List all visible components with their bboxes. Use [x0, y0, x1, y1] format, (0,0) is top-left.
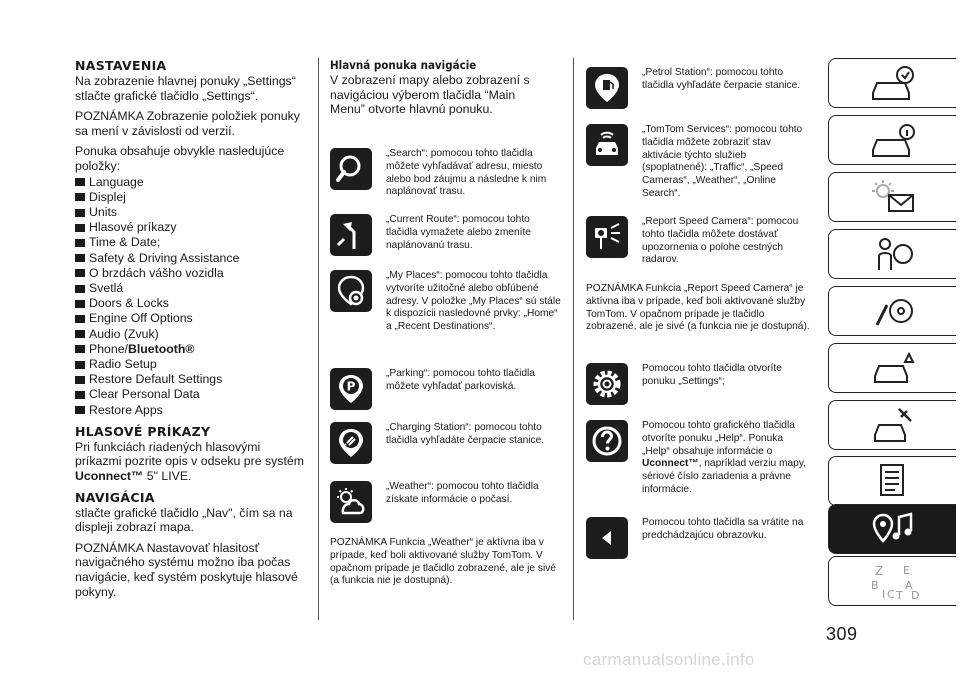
- list-item: P „Parking“: pomocou tohto tlačidla môžete vyhľadať parkoviská.: [330, 368, 562, 410]
- index-letter: Z: [874, 564, 883, 578]
- list-item: Units: [75, 205, 307, 220]
- list-item: „Weather“: pomocou tohto tlačidla získate informácie o počasí.: [330, 481, 562, 523]
- bullet-square-icon: [75, 330, 85, 338]
- bluetooth-label: Bluetooth®: [127, 341, 195, 356]
- index-letter: E: [902, 564, 910, 577]
- index-letter: B: [870, 579, 879, 592]
- weather-icon: [330, 481, 372, 523]
- settings-item-list: [75, 175, 307, 418]
- list-item: Pomocou tohto grafického tlačidla otvoríte ponuku „Help“. Ponuka „Help“ obsahuje informácie o Uconnect™, napríklad verziu mapy, sériové číslo zariadenia a právne informácie.: [586, 420, 812, 497]
- parking-icon: [330, 368, 372, 410]
- bullet-square-icon: [75, 269, 85, 277]
- list-item: Language: [75, 175, 307, 190]
- list-item: O brzdách vášho vozidla: [75, 266, 307, 281]
- index-letter: A: [904, 579, 913, 592]
- navigation-music-icon[interactable]: [828, 504, 956, 554]
- car-breakdown-icon[interactable]: [828, 343, 956, 393]
- list-item: „Current Route“: pomocou tohto tlačidla vymažete alebo zmeníte naplánovanú trasu.: [330, 214, 562, 256]
- note-paragraph: POZNÁMKA Funkcia „Report Speed Camera“ je aktívna iba v prípade, keď boli aktivované služby TomTom. V opačnom prípade je tlačidlo zobrazené, ale je sivé (a funkcia nie je dostupná).: [586, 283, 810, 333]
- index-letter: D: [910, 589, 919, 602]
- index-letter: T: [895, 589, 903, 602]
- back-arrow-icon: [586, 517, 628, 559]
- paragraph: Ponuka obsahuje obvykle nasledujúce položky:: [75, 144, 285, 173]
- list-item: Doors & Locks: [75, 296, 307, 311]
- list-item: „Report Speed Camera“: pomocou tohto tlačidla môžete dostávať upozornenia o polohe cestných radarov.: [586, 216, 812, 267]
- warning-light-envelope-icon[interactable]: [828, 172, 956, 222]
- petrol-station-icon: [586, 67, 628, 109]
- note-paragraph: POZNÁMKA Zobrazenie položiek ponuky sa mení v závislosti od verzií.: [75, 109, 300, 138]
- list-item: „Search“: pomocou tohto tlačidla môžete vyhľadávať adresu, miesto alebo bod záujmu a následne k nim naplánovať trasu.: [330, 148, 562, 199]
- column-divider: [318, 58, 319, 620]
- index-letter: C: [886, 588, 895, 601]
- bullet-square-icon: [75, 300, 85, 308]
- bullet-square-icon: [75, 285, 85, 293]
- airbag-person-icon[interactable]: [828, 229, 956, 279]
- list-item: „Petrol Station“: pomocou tohto tlačidla vyhľadáte čerpacie stanice.: [586, 67, 812, 109]
- bullet-square-icon: [75, 391, 85, 399]
- list-item: Pomocou tohto tlačidla otvoríte ponuku „Settings“;: [586, 363, 812, 405]
- bullet-square-icon: [75, 193, 85, 201]
- bullet-square-icon: [75, 361, 85, 369]
- svg-text:P: P: [346, 379, 356, 394]
- my-places-icon: [330, 270, 372, 312]
- list-item: Radio Setup: [75, 357, 307, 372]
- page-number: 309: [826, 624, 858, 644]
- note-paragraph: POZNÁMKA Funkcia „Weather“ je aktívna iba v prípade, keď boli aktivované služby TomTom. V opačnom prípade je tlačidlo zobrazené, ale je sivé (a funkcia nie je dostupná).: [330, 537, 556, 587]
- section-title-navigacia: NAVIGÁCIA: [75, 489, 155, 505]
- bullet-square-icon: [75, 315, 85, 323]
- checklist-icon[interactable]: [828, 456, 956, 506]
- car-info-icon[interactable]: [828, 115, 956, 165]
- list-item: Restore Default Settings: [75, 372, 307, 387]
- paragraph: V zobrazení mapy alebo zobrazení s navigáciou výberom tlačidla “Main Menu” otvorte hlavnú ponuku.: [330, 73, 530, 117]
- list-item: Pomocou tohto tlačidla sa vrátite na predchádzajúcu obrazovku.: [586, 517, 812, 559]
- section-title-nastavenia: NASTAVENIA: [75, 58, 167, 73]
- subsection-title: Hlavná ponuka navigácie: [330, 58, 477, 72]
- bullet-square-icon: [75, 345, 85, 353]
- list-item: „My Places“: pomocou tohto tlačidla vytvoríte užitočné alebo obľúbené adresy. V položke „My Places“ sú stále k dispozícii nasledovné prvky: „Home“ a „Recent Destinations“.: [330, 270, 562, 334]
- search-icon: [330, 148, 372, 190]
- list-item: Restore Apps: [75, 403, 307, 418]
- wrench-steering-wheel-icon[interactable]: [828, 286, 956, 336]
- column-divider: [573, 58, 574, 620]
- list-item: Safety & Driving Assistance: [75, 251, 307, 266]
- list-item: Phone/ Bluetooth®: [75, 342, 307, 357]
- bullet-square-icon: [75, 376, 85, 384]
- paragraph: Pri funkciách riadených hlasovými príkazmi pozrite opis v odseku pre systém Uconnect™ 5" LIVE.: [75, 439, 304, 483]
- help-icon: [586, 420, 628, 462]
- middle-column: [330, 58, 562, 123]
- list-item: Svetlá: [75, 281, 307, 296]
- list-item: Audio (Zvuk): [75, 327, 307, 342]
- bullet-square-icon: [75, 178, 85, 186]
- bullet-square-icon: [75, 224, 85, 232]
- tomtom-services-icon: [586, 124, 628, 166]
- list-item: „TomTom Services“: pomocou tohto tlačidla môžete zobraziť stav aktivácie týchto služieb (spoplatnené): „Traffic“, „Speed Cameras“, „Weather“, „Online Search“.: [586, 124, 812, 201]
- list-item: Displej: [75, 190, 307, 205]
- bullet-square-icon: [75, 406, 85, 414]
- note-paragraph: POZNÁMKA Nastavovať hlasitosť navigačného systému možno iba počas navigácie, keď systém poskytuje hlasové pokyny.: [75, 540, 298, 599]
- bullet-square-icon: [75, 239, 85, 247]
- alphabet-index-icon[interactable]: [828, 556, 956, 606]
- index-letter: I: [881, 588, 885, 601]
- paragraph: Na zobrazenie hlavnej ponuky „Settings“ stlačte grafické tlačidlo „Settings“.: [75, 74, 296, 103]
- car-dashboard-icon[interactable]: [828, 58, 956, 108]
- left-column: [75, 58, 307, 605]
- watermark: carmanualsonline.info: [583, 650, 755, 669]
- paragraph: stlačte grafické tlačidlo „Nav", čím sa na displeji zobrazí mapa.: [75, 505, 293, 535]
- current-route-icon: [330, 214, 372, 256]
- list-item: Clear Personal Data: [75, 387, 307, 402]
- bullet-square-icon: [75, 209, 85, 217]
- bullet-square-icon: [75, 254, 85, 262]
- tools-car-icon[interactable]: [828, 400, 956, 450]
- list-item: Hlasové príkazy: [75, 220, 307, 235]
- speed-camera-icon: [586, 216, 628, 258]
- list-item: Time & Date;: [75, 235, 307, 250]
- charging-station-icon: [330, 422, 372, 464]
- section-title-hlasove: HLASOVÉ PRÍKAZY: [75, 423, 211, 439]
- list-item: „Charging Station“: pomocou tohto tlačidla vyhľadáte čerpacie stanice.: [330, 422, 562, 464]
- list-item: Engine Off Options: [75, 311, 307, 326]
- settings-gear-icon: [586, 363, 628, 405]
